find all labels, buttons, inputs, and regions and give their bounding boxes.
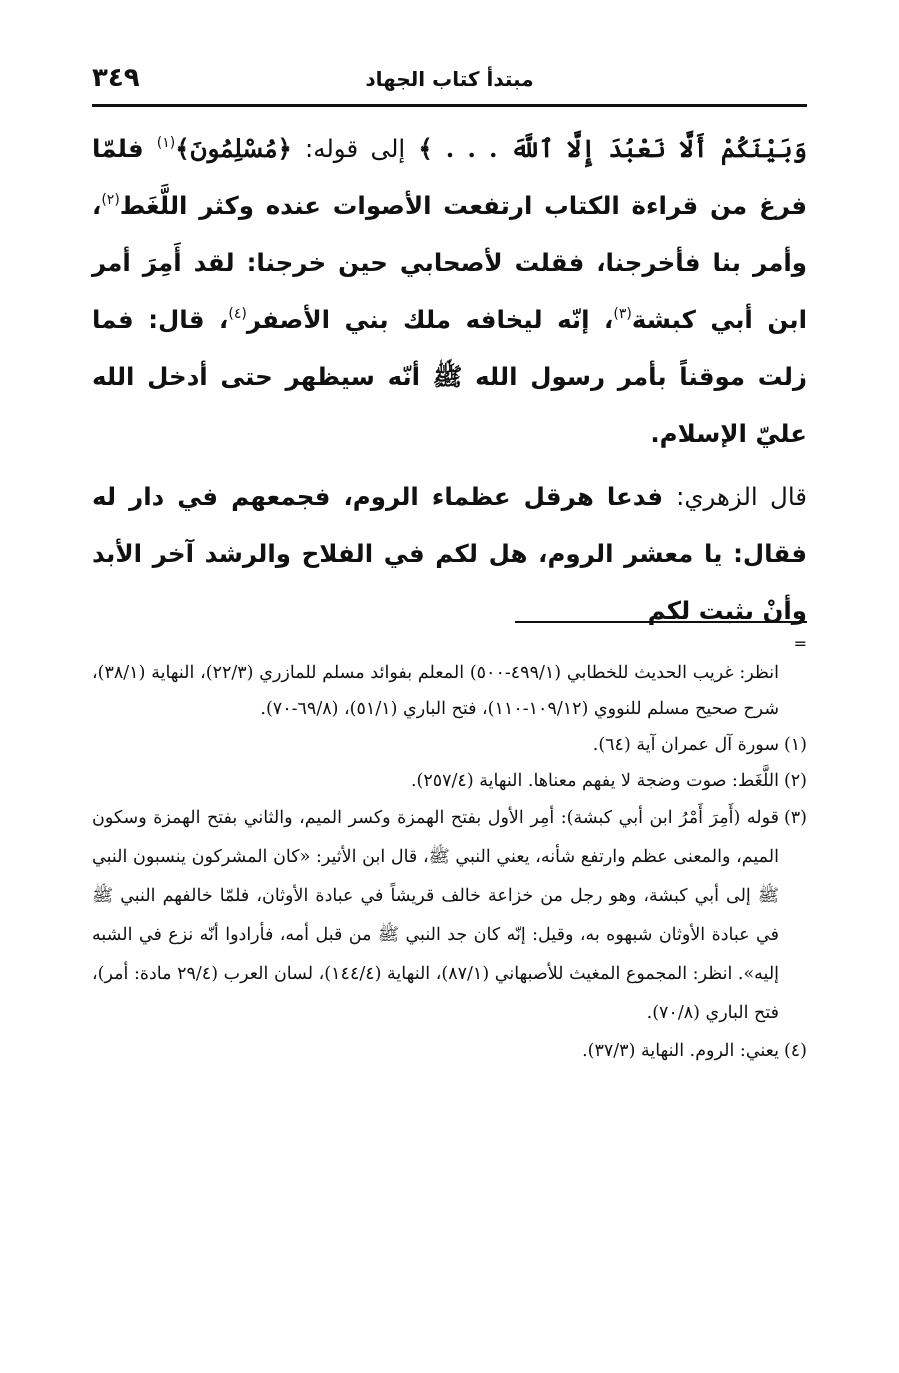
ila-qawlihi: إلى قوله:: [304, 134, 406, 163]
header-rule: [92, 104, 807, 107]
footnote-text: قوله (أَمِرَ أَمْرُ ابن أبي كبشة): أمِر الأول بفتح الهمزة وكسر الميم، والثاني بفتح الهمزة وسكون الميم، والمعنى عظم وارتفع شأنه، يعني النبي ﷺ، قال ابن الأثير: «كان المشركون ينسبون النبي ﷺ إلى أبي كبشة، وهو رجل من خزاعة خالف قريشاً في عبادة الأوثان، فلمّا خالفهم النبي ﷺ في عبادة الأوثان شبهوه به، وقيل: إنّه كان جد النبي ﷺ من قبل أمه، فأرادوا أنّه نزع في الشبه إليه». انظر: المجموع المغيث للأصبهاني (٨٧/١)، النهاية (١٤٤/٤)، لسان العرب (٢٩/٤ مادة: أمر)، فتح الباري (٧٠/٨).: [92, 808, 780, 1023]
text-segment-b: ، وأمر بنا فأخرجنا، فقلت لأصحابي حين خرجنا: لقد أَمِرَ أمر ابن أبي كبشة: [92, 191, 807, 334]
footnote-2: [92, 763, 807, 799]
text-segment-a: فلمّا فرغ من قراءة الكتاب ارتفعت الأصوات عنده وكثر اللَّغَط: [92, 134, 807, 220]
page-header: [92, 62, 807, 102]
page-number: ٣٤٩: [92, 63, 140, 93]
quran-quote-end: مُسْلِمُونَ: [189, 134, 278, 163]
footnote-4: [92, 1033, 807, 1069]
footnote-number: (٢): [783, 771, 807, 791]
quran-brace-open: ﴿: [277, 134, 292, 163]
zuhri-lead: قال الزهري:: [676, 482, 808, 511]
continuation-mark: =: [793, 634, 807, 653]
footnote-text: يعني: الروم. النهاية (٣٧/٣).: [582, 1041, 779, 1061]
quran-brace-close-2: ﴾: [175, 134, 190, 163]
footnote-number: (٤): [783, 1041, 807, 1061]
footnote-number: (٣): [783, 808, 807, 828]
footnote-number: (١): [783, 735, 807, 755]
footnote-text: سورة آل عمران آية (٦٤).: [592, 735, 779, 755]
text-segment-c: ، إنّه ليخافه ملك بني الأصفر: [246, 305, 614, 334]
running-title: مبتدأ كتاب الجهاد: [365, 67, 534, 91]
footnote-separator: [515, 621, 807, 623]
footnote-ref-4[interactable]: (٤): [228, 306, 247, 322]
main-text: [92, 120, 807, 639]
paragraph-1: [92, 120, 807, 462]
footnote-3: [92, 799, 807, 1033]
footnotes: [92, 655, 807, 1069]
footnote-ref-1[interactable]: (١): [156, 135, 176, 151]
paragraph-2-text: فدعا هرقل عظماء الروم، فجمعهم في دار له فقال: يا معشر الروم، هل لكم في الفلاح والرشد آخر الأبد وأنْ يثبت لكم: [92, 482, 807, 625]
paragraph-2: [92, 468, 807, 639]
footnote-ref-3[interactable]: (٣): [613, 306, 632, 322]
footnote-continuation: انظر: غريب الحديث للخطابي (٤٩٩/١-٥٠٠) المعلم بفوائد مسلم للمازري (٢٢/٣)، النهاية (٣٨/١)، شرح صحيح مسلم للنووي (١٠٩/١٢-١١٠)، فتح الباري (٥١/١)، (٦٩/٨-٧٠).: [92, 663, 779, 719]
footnote-text: اللَّغَط: صوت وضجة لا يفهم معناها. النهاية (٢٥٧/٤).: [410, 771, 779, 791]
footnote-1: [92, 727, 807, 763]
quran-brace-close: ﴾: [418, 134, 433, 163]
text-segment-d: ، قال: فما زلت موقناً بأمر رسول الله ﷺ أنّه سيظهر حتى أدخل الله عليّ الإسلام.: [92, 305, 807, 448]
footnote-ref-2[interactable]: (٢): [101, 192, 120, 208]
quran-quote-start: وَبَيْنَكُمْ أَلَّا نَعْبُدَ إِلَّا ٱللَّهَ . . .: [445, 134, 808, 163]
